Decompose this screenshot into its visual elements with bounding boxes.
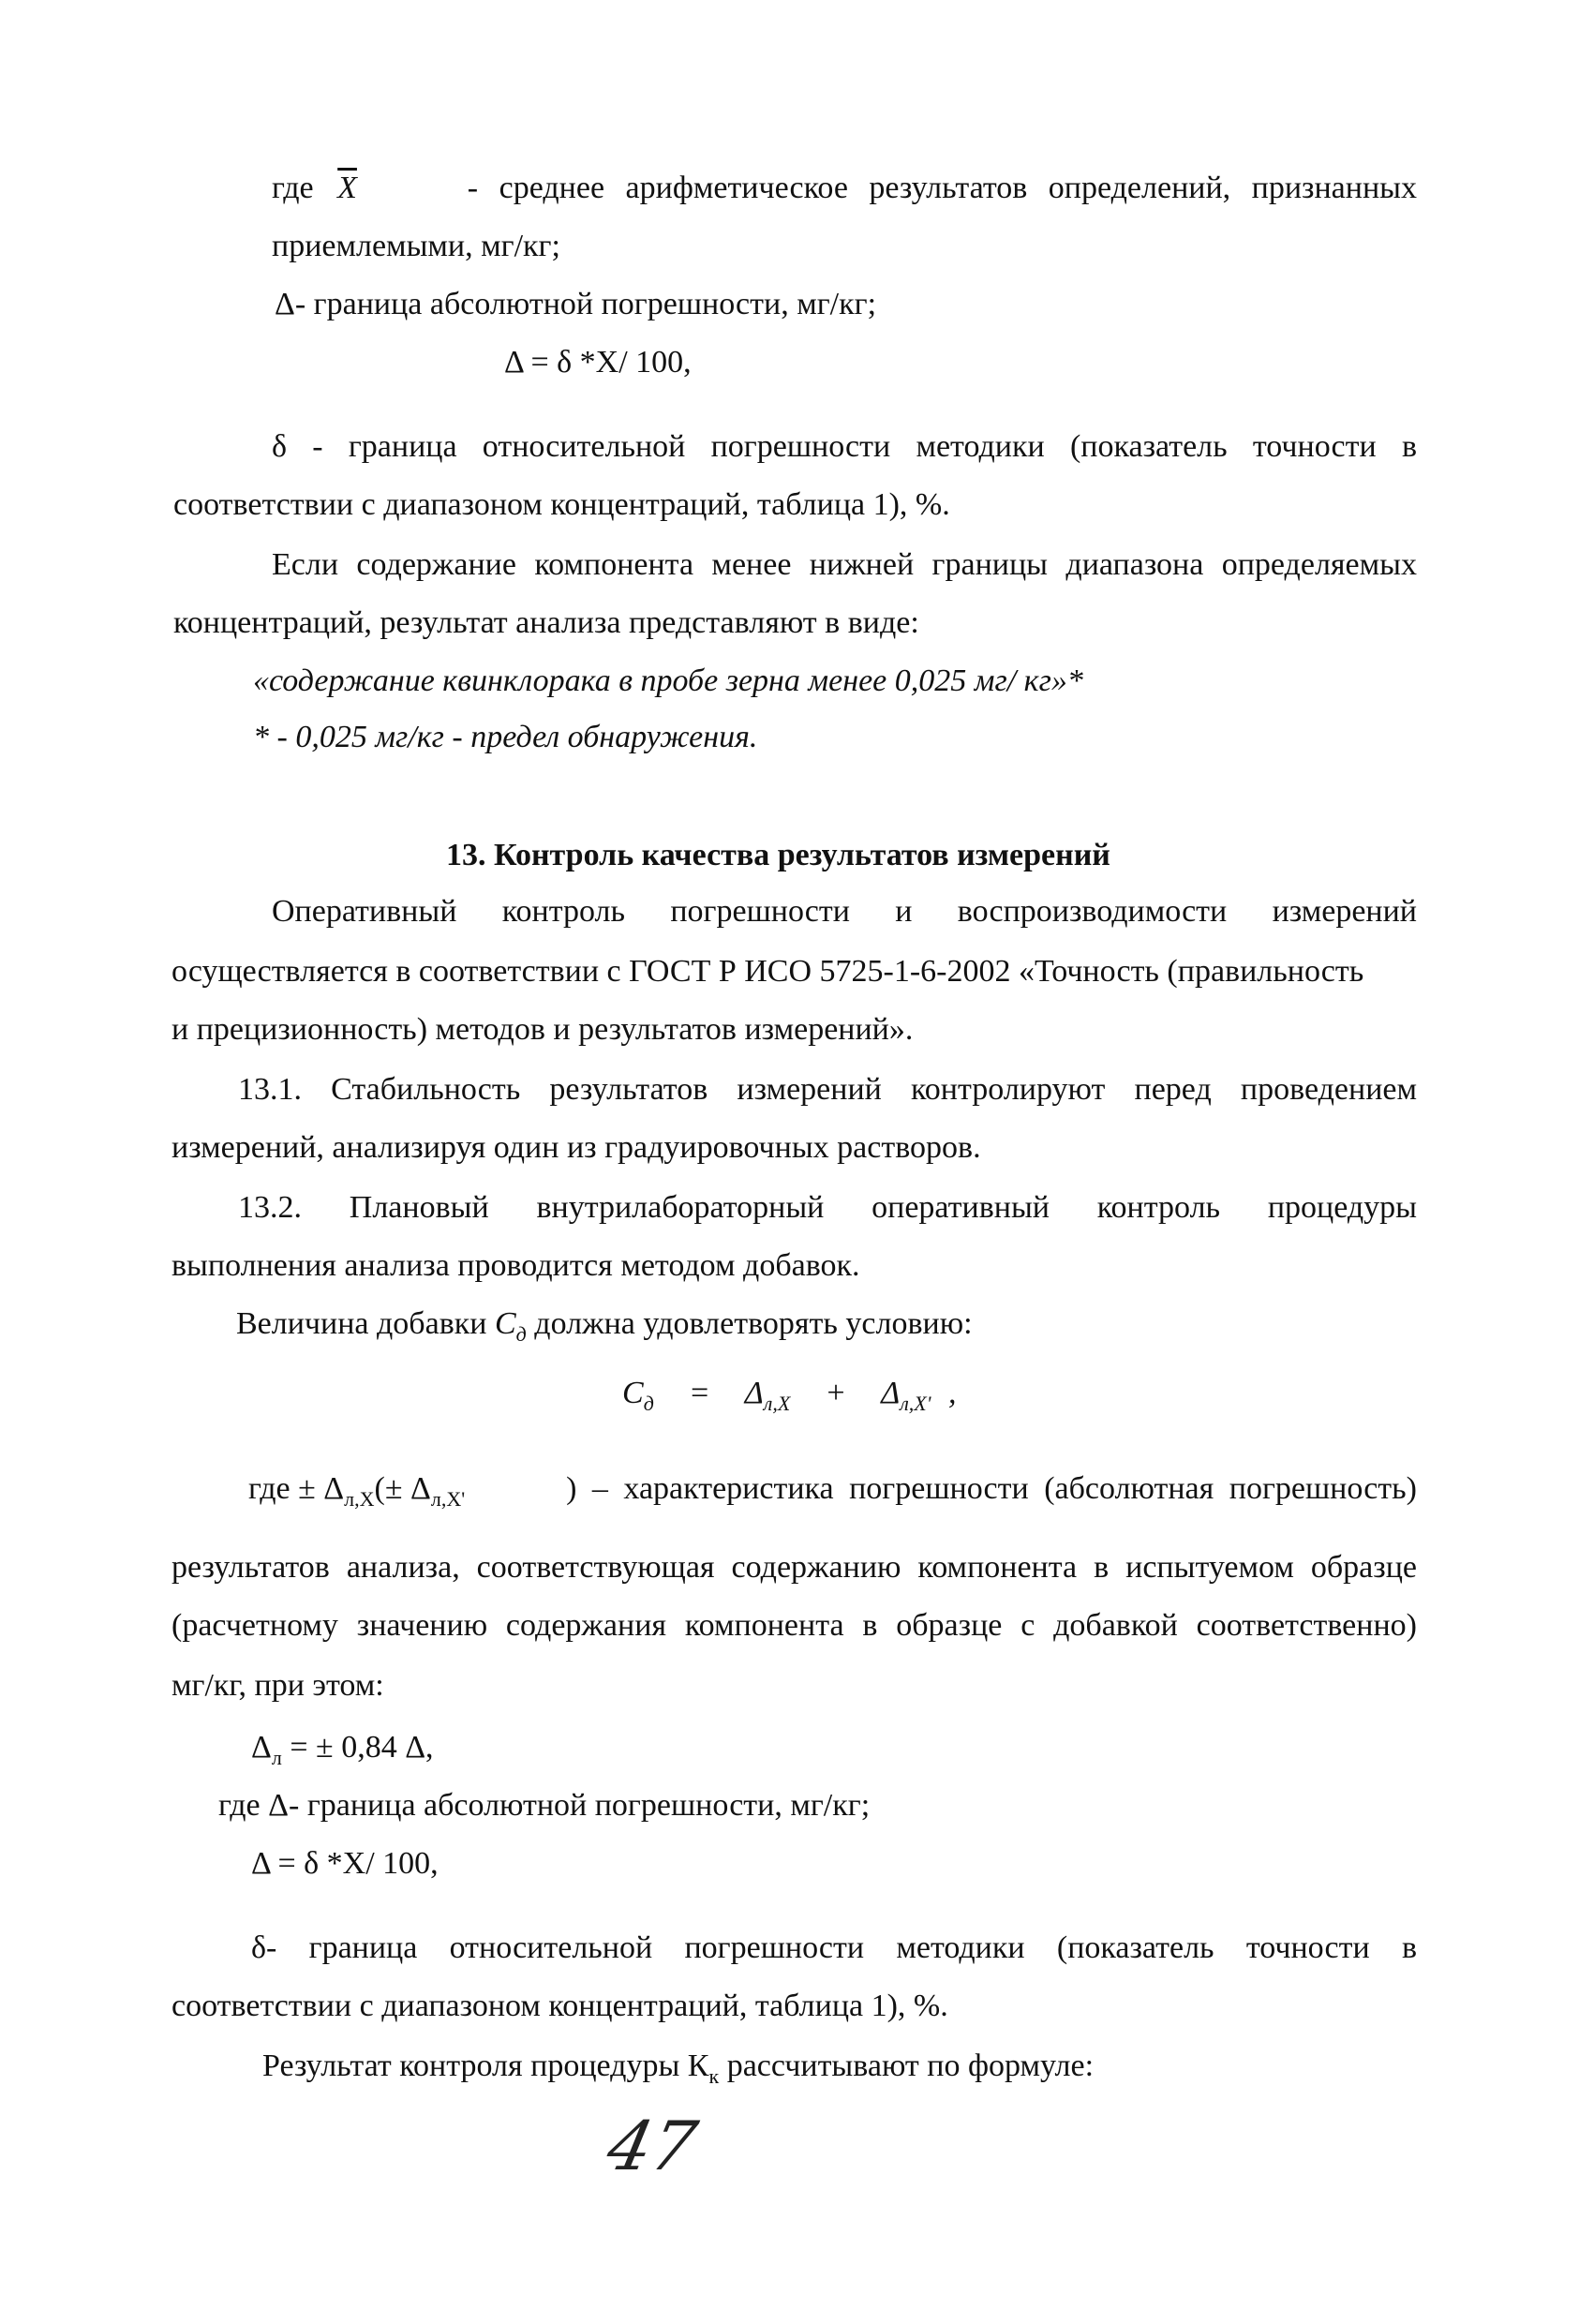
text-line: «содержание квинклорака в пробе зерна менее 0,025 мг/ кг»* (253, 663, 1083, 698)
formula-symbol: Δ (744, 1376, 764, 1410)
x-bar-symbol: $\overline{X}$ (337, 171, 357, 205)
formula-subscript: д (643, 1392, 654, 1415)
text-fragment: - среднее арифметическое результатов определений, признанных (467, 171, 1417, 205)
text-line: 13.1. Стабильность результатов измерений контролируют перед проведением (238, 1072, 1417, 1107)
text-line: δ- граница относительной погрешности методики (показатель точности в (251, 1930, 1417, 1965)
formula-symbol: C (494, 1306, 516, 1341)
text-line: выполнения анализа проводится методом добавок. (171, 1248, 860, 1283)
footnote: * - 0,025 мг/кг - предел обнаружения. (253, 720, 758, 754)
text-fragment: где ± $\Delta_{л,X}(\pm \Delta_{л,X'}$ (248, 1471, 466, 1511)
text-line: мг/кг, при этом: (171, 1668, 384, 1703)
formula-subscript: л,X (763, 1392, 791, 1415)
text-line: соответствии с диапазоном концентраций, таблица 1), %. (173, 487, 950, 522)
formula-symbol: C (622, 1376, 644, 1410)
formula-symbol: + (825, 1376, 847, 1410)
text-line: Δ- граница абсолютной погрешности, мг/кг; (275, 287, 877, 321)
text-line (272, 169, 1417, 208)
text-line: Оперативный контроль погрешности и воспроизводимости измерений (272, 894, 1417, 929)
text-line: приемлемыми, мг/кг; (272, 229, 560, 263)
text-line: измерений, анализируя один из градуировочных растворов. (171, 1130, 981, 1165)
text-fragment: должна удовлетворять условию: (534, 1306, 973, 1341)
section-heading: 13. Контроль качества результатов измерений (446, 838, 1110, 872)
formula-subscript: л,X' (900, 1392, 931, 1415)
text-line (248, 1469, 1417, 1512)
formula-symbol: = (688, 1376, 710, 1410)
text-line: Результат контроля процедуры $К_к$ рассчитывают по формуле: (262, 2048, 1095, 2088)
page-number: 47 (601, 2107, 704, 2185)
text-line: где Δ- граница абсолютной погрешности, мг/кг; (218, 1788, 871, 1823)
formula: Δ = δ *X/ 100, (251, 1846, 439, 1881)
text-line: (расчетному значению содержания компонента в образце с добавкой соответственно) (171, 1608, 1417, 1643)
text-line: δ - граница относительной погрешности методики (показатель точности в (272, 429, 1417, 464)
text-line: результатов анализа, соответствующая содержанию компонента в испытуемом образце (171, 1550, 1417, 1585)
text-line: и прецизионность) методов и результатов измерений». (171, 1012, 914, 1047)
formula-symbol: , (947, 1376, 957, 1410)
formula-subscript: д (515, 1322, 527, 1346)
text-line: осуществляется в соответствии с ГОСТ Р ИСО 5725-1-6-2002 «Точность (правильность (171, 954, 1364, 989)
formula-symbol: Δ (881, 1376, 901, 1410)
text-line: 13.2. Плановый внутрилабораторный оперативный контроль процедуры (238, 1190, 1417, 1225)
text-fragment: Величина добавки (236, 1306, 487, 1341)
text-line: концентраций, результат анализа представляют в виде: (173, 605, 919, 640)
text-line (236, 1304, 973, 1347)
formula: Δ = δ *X/ 100, (504, 345, 692, 380)
formula (622, 1374, 956, 1416)
text-line: Если содержание компонента менее нижней границы диапазона определяемых (272, 547, 1417, 582)
text-fragment: где $\overline{X}$ (272, 171, 357, 205)
formula: $\Delta_л$ = ± 0,84 Δ, (251, 1730, 434, 1769)
text-line: соответствии с диапазоном концентраций, таблица 1), %. (171, 1989, 948, 2023)
text-fragment: ) – характеристика погрешности (абсолютная погрешность) (566, 1471, 1417, 1506)
